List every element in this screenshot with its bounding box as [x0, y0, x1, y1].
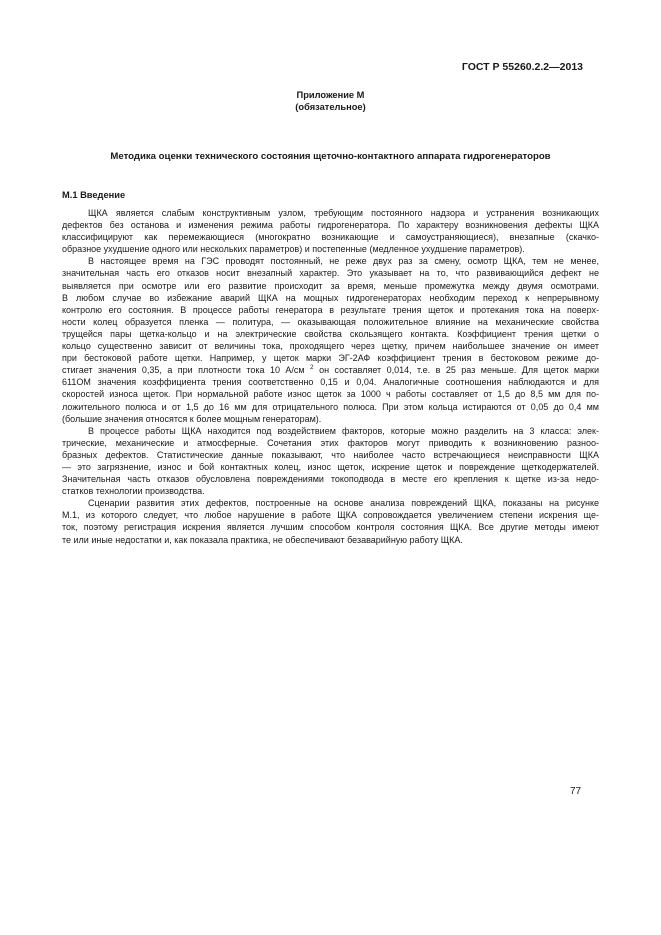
text-line: трущейся пары щетка-кольцо и на электрические свойства скользящего контакта. Коэффициент трения щетки о [62, 328, 599, 339]
text-line: ЩКА является слабым конструктивным узлом, требующим постоянного надзора и устранения возникающих [88, 208, 599, 218]
paragraph [62, 207, 599, 255]
text-segment: он составляет 0,014, т.е. в 25 раз меньше. Для щеток марки [313, 365, 599, 376]
paragraph [62, 255, 599, 424]
text-line: В процессе работы ЩКА находится под воздействием факторов, которые можно разделить на 3 класса: элек- [88, 425, 599, 436]
text-line: бразных дефектов. Статистические данные показывают, что наиболее часто встречающиеся неисправности ЩКА [62, 449, 599, 460]
page-number: 77 [570, 786, 582, 797]
text-line: те или иные недостатки и, как показала практика, не обеспечивают безаварийную работу ЩКА. [62, 534, 463, 545]
text-line: дефектов без останова и изменения режима работы гидрогенератора. По характеру возникновения дефекты ЩКА [62, 220, 599, 231]
body-text [62, 207, 599, 546]
text-line: контролю его состояния. В процессе работы генератора в результате трения щеток и протекания тока на поверх- [62, 304, 599, 315]
text-line: ности колец образуется пленка — политура, — оказывающая положительное влияние на механические свойства [62, 316, 599, 327]
text-line: трические, механические и атмосферные. Сочетания этих факторов могут приводить к возникновению разноо- [62, 437, 599, 448]
document-title: Методика оценки технического состояния щеточно-контактного аппарата гидрогенераторов [110, 151, 551, 162]
section-heading: М.1 Введение [62, 190, 126, 200]
document-code: ГОСТ Р 55260.2.2—2013 [461, 61, 583, 73]
text-line: В настоящее время на ГЭС проводят постоянный, не реже двух раз за смену, осмотр ЩКА, тем не менее, [88, 256, 599, 267]
text-line: выявляется при осмотре или его развитие происходит за время, меньше промежутка между двумя осмотрами. [62, 280, 599, 291]
text-line: классифицируют как перемежающиеся (многократно возникающие и самоустраняющиеся), внезапные (скачко- [62, 232, 599, 243]
annex-title: Приложение М [296, 90, 365, 100]
text-line: ложительного полюса и от 1,5 до 16 мм для отрицательного полюса. При этом кольца истираются от 0,05 до 0,4 мм [62, 401, 599, 412]
text-line: (большие значения относятся к более мощным генераторам). [62, 413, 322, 424]
text-line: кольцо существенно зависит от величины тока, проходящего через щетку, причем наибольшее значение он имеет [62, 341, 599, 352]
text-line: М.1, из которого следует, что любое нарушение в работе ЩКА сопровождается увеличением степени искрения ще- [62, 510, 599, 521]
text-line: статков технологии производства. [62, 486, 205, 497]
text-line [62, 364, 599, 376]
text-line: при бестоковой работе щетки. Например, у щеток марки ЭГ-2АФ коэффициент трения в бестоковом режиме до- [62, 353, 599, 364]
text-line: Значительная часть отказов обусловлена повреждениями токоподвода в месте его крепления к щетке из-за недо- [62, 474, 599, 485]
text-line: значительная часть его отказов носит внезапный характер. Это указывает на то, что развивающийся дефект не [62, 268, 599, 279]
text-line: В любом случае во избежание аварий ЩКА на мощных гидрогенераторах необходим переход к непрерывному [62, 292, 599, 303]
annex-heading [0, 89, 661, 113]
paragraph [62, 497, 599, 545]
annex-status: (обязательное) [295, 102, 366, 112]
text-line: ток, поэтому регистрация искрения является лучшим способом контроля состояния ЩКА. Все другие методы имеют [62, 522, 599, 533]
text-line: 611ОМ значения коэффициента трения соответственно 0,15 и 0,04. Аналогичные соотношения наблюдаются и для [62, 377, 599, 388]
text-segment: стигает значения 0,35, а при плотности тока 10 А/см [62, 365, 311, 376]
text-line: образное ухудшение одного или нескольких параметров) и постепенные (медленное ухудшение параметров). [62, 244, 525, 255]
paragraph [62, 425, 599, 498]
text-line: Сценарии развития этих дефектов, построенные на основе анализа повреждений ЩКА, показаны на рисунке [88, 498, 599, 509]
text-line: — это загрязнение, износ и бой контактных колец, износ щеток, искрение щеток и повреждение щеткодержателей. [62, 461, 599, 472]
superscript: 2 [310, 364, 314, 372]
text-line: скоростей износа щеток. При нормальной работе износ щеток за 1000 ч работы составляет от 1,5 до 8,5 мм для по- [62, 389, 599, 400]
